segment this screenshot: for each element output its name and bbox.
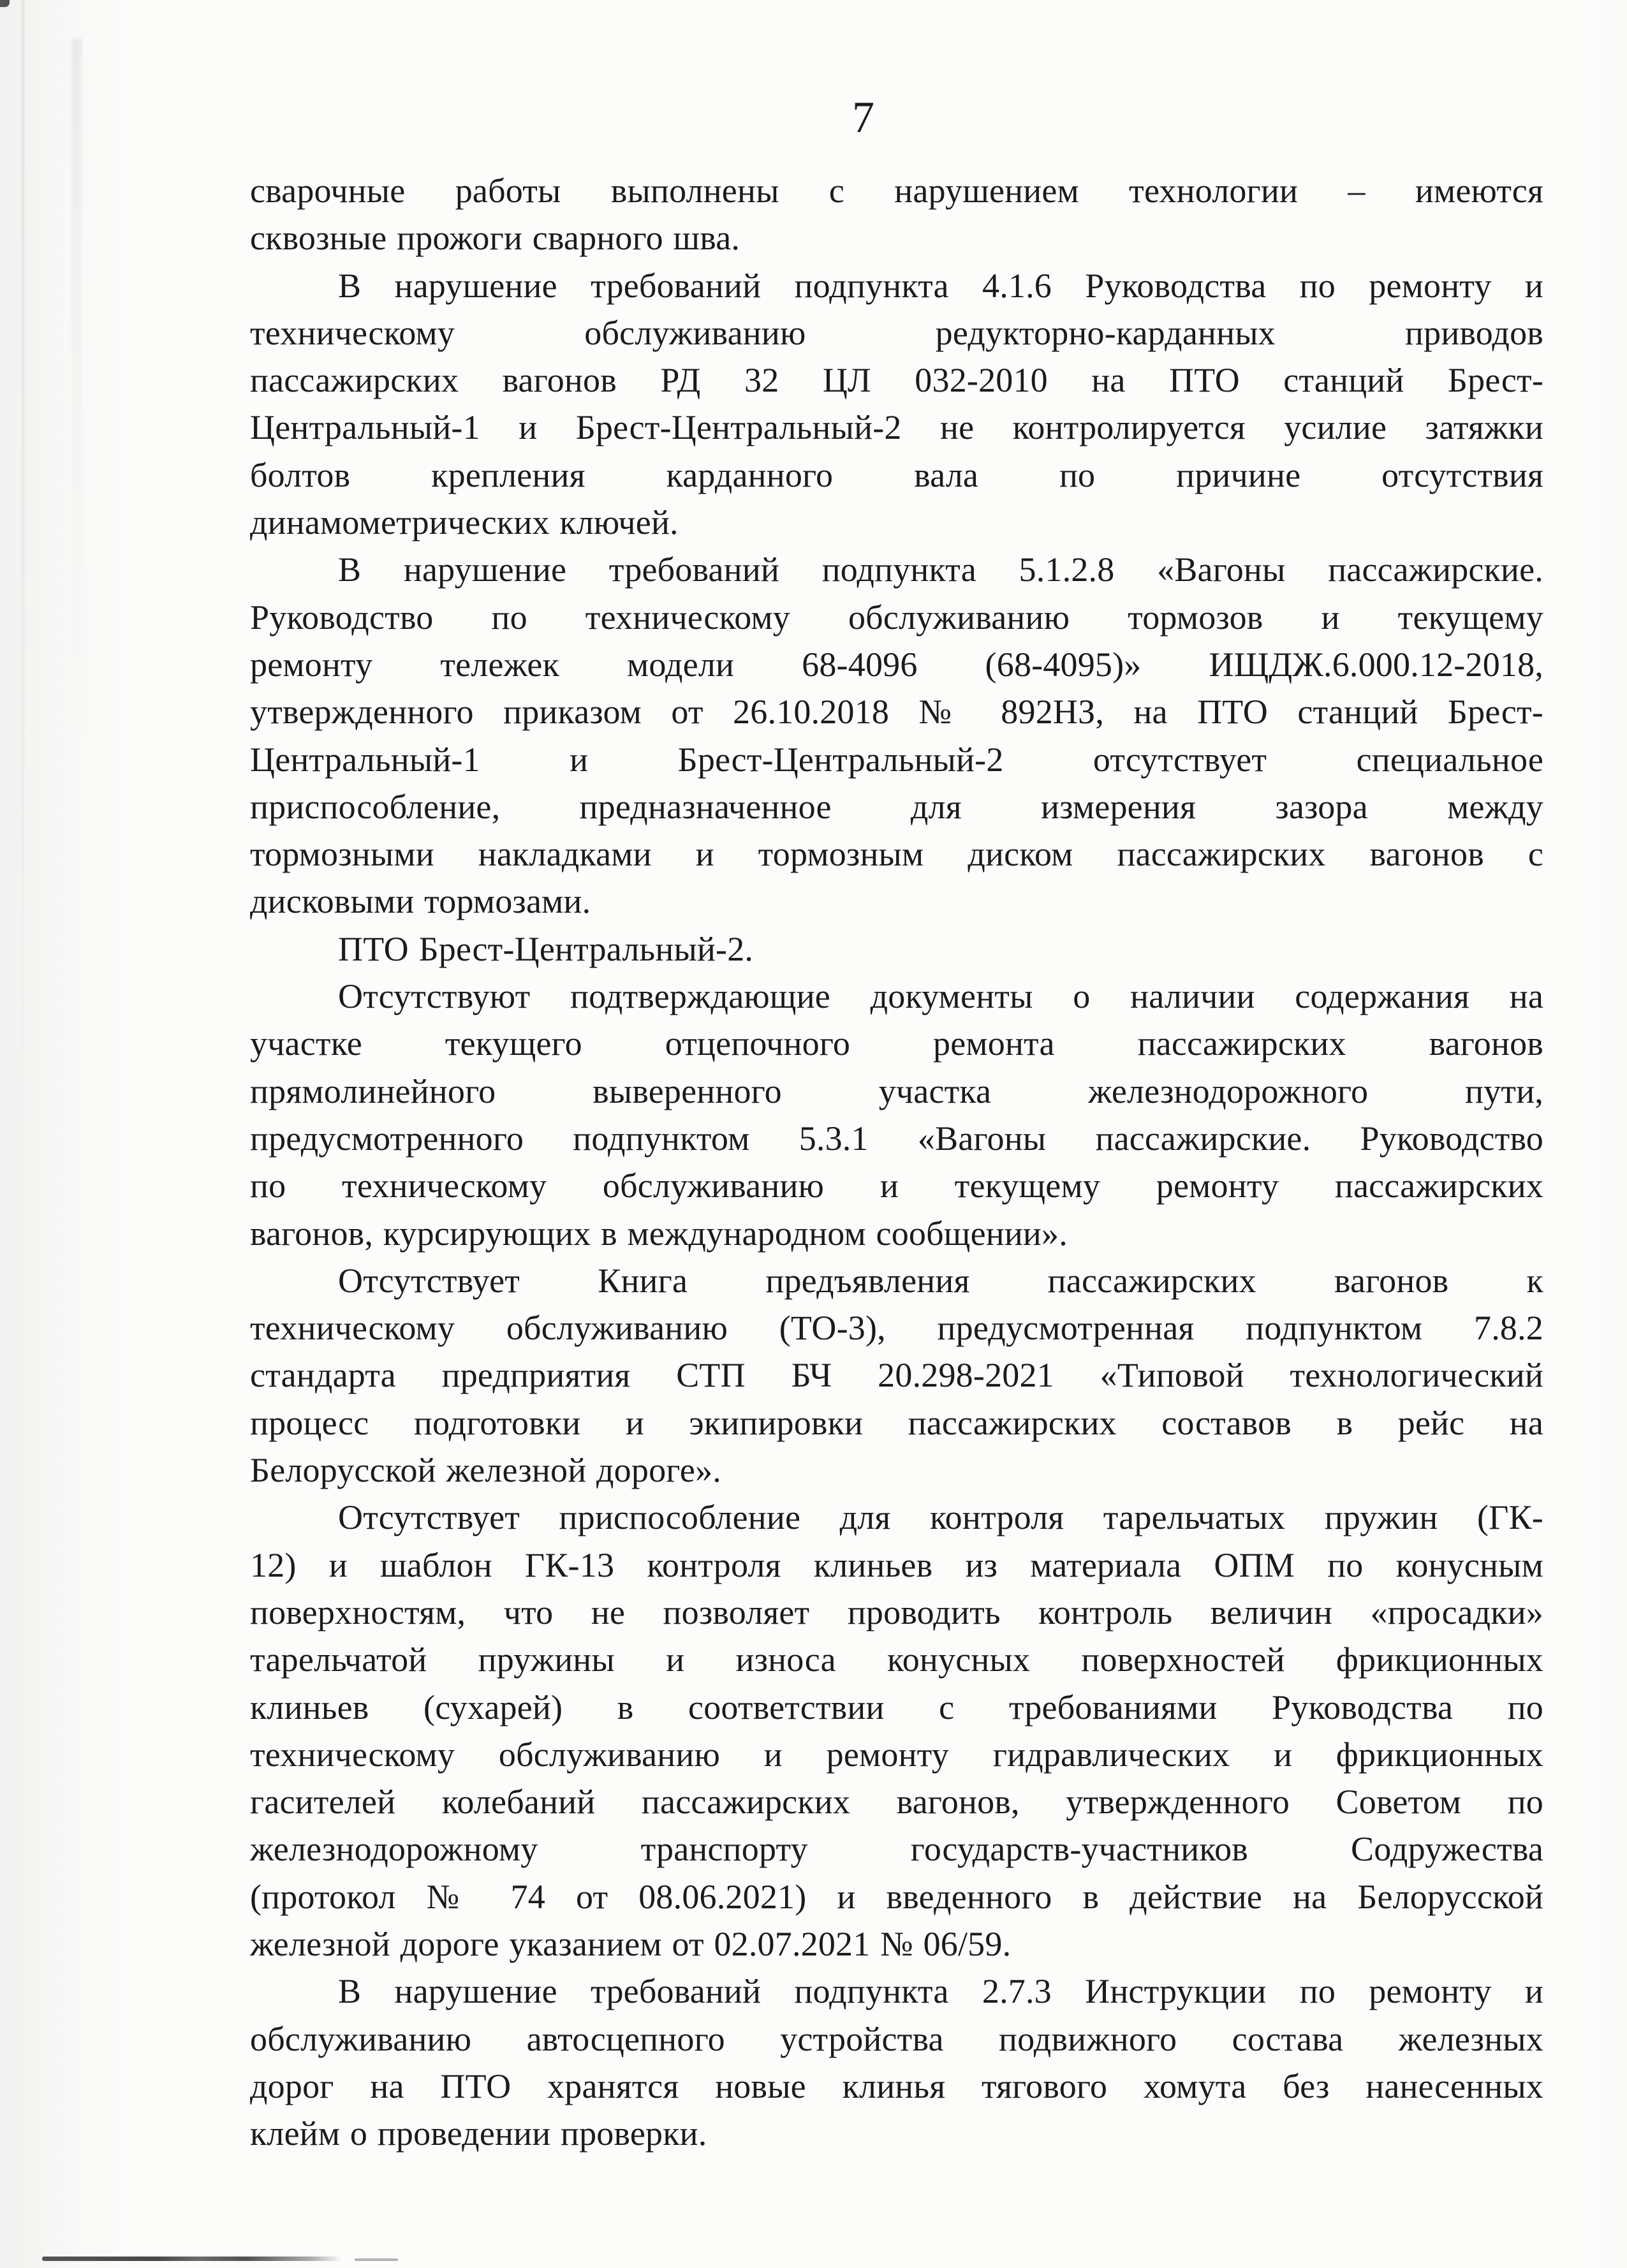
- text-line: тормозными накладками и тормозным диском пассажирских вагонов с: [250, 835, 1543, 874]
- text-line: клейм о проведении проверки.: [250, 2114, 707, 2153]
- text-line: сварочные работы выполнены с нарушением технологии – имеются: [250, 172, 1543, 210]
- text-line: Центральный-1 и Брест-Центральный-2 не контролируется усилие затяжки: [250, 408, 1543, 447]
- text-line: обслуживанию автосцепного устройства подвижного состава железных: [250, 2019, 1543, 2058]
- text-line: железной дороге указанием от 02.07.2021 № 06/59.: [250, 1924, 1012, 1963]
- text-line: тарельчатой пружины и износа конусных поверхностей фрикционных: [250, 1640, 1543, 1679]
- text-line: участке текущего отцепочного ремонта пассажирских вагонов: [250, 1024, 1543, 1063]
- text-line: техническому обслуживанию и ремонту гидравлических и фрикционных: [250, 1735, 1543, 1774]
- text-line: Отсутствуют подтверждающие документы о наличии содержания на: [338, 977, 1543, 1016]
- page-number: 7: [852, 93, 875, 142]
- text-line: приспособление, предназначенное для измерения зазора между: [250, 787, 1543, 826]
- text-line: Руководство по техническому обслуживанию тормозов и текущему: [250, 598, 1543, 637]
- scan-streak-line: [22, 0, 24, 1135]
- text-line: прямолинейного выверенного участка железнодорожного пути,: [250, 1071, 1543, 1110]
- scan-streak-line: [71, 38, 82, 772]
- text-line: Отсутствует Книга предъявления пассажирских вагонов к: [338, 1261, 1543, 1300]
- text-line: В нарушение требований подпункта 5.1.2.8 «Вагоны пассажирские.: [338, 550, 1543, 589]
- text-line: предусмотренного подпунктом 5.3.1 «Вагоны пассажирские. Руководство: [250, 1119, 1543, 1158]
- paragraph: [250, 1968, 1543, 2157]
- text-line: В нарушение требований подпункта 4.1.6 Руководства по ремонту и: [338, 266, 1543, 305]
- text-line: по техническому обслуживанию и текущему ремонту пассажирских: [250, 1167, 1543, 1205]
- text-line: железнодорожному транспорту государств-участников Содружества: [250, 1830, 1543, 1869]
- text-line: ПТО Брест-Центральный-2.: [338, 929, 754, 968]
- text-line: клиньев (сухарей) в соответствии с требованиями Руководства по: [250, 1688, 1543, 1727]
- text-line: утвержденного приказом от 26.10.2018 № 892НЗ, на ПТО станций Брест-: [250, 693, 1543, 732]
- text-line: динамометрических ключей.: [250, 503, 679, 542]
- text-line: (протокол № 74 от 08.06.2021) и введенного в действие на Белорусской: [250, 1877, 1543, 1916]
- text-line: Отсутствует приспособление для контроля тарельчатых пружин (ГК-: [338, 1498, 1543, 1537]
- text-line: поверхностям, что не позволяет проводить контроль величин «просадки»: [250, 1593, 1543, 1631]
- text-line: техническому обслуживанию редукторно-карданных приводов: [250, 313, 1543, 352]
- text-line: сквозные прожоги сварного шва.: [250, 219, 740, 258]
- text-line: техническому обслуживанию (ТО-3), предусмотренная подпунктом 7.8.2: [250, 1309, 1543, 1348]
- text-line: 12) и шаблон ГК-13 контроля клиньев из материала ОПМ по конусным: [250, 1545, 1543, 1584]
- paragraph: [250, 1257, 1543, 1494]
- scan-bottom-edge-dash: [355, 2258, 398, 2261]
- text-line: дисковыми тормозами.: [250, 882, 591, 921]
- document-body-text: [250, 167, 1543, 2157]
- text-line: пассажирских вагонов РД 32 ЦЛ 032-2010 на ПТО станций Брест-: [250, 361, 1543, 400]
- text-line: гасителей колебаний пассажирских вагонов, утвержденного Советом по: [250, 1783, 1543, 1822]
- text-line: В нарушение требований подпункта 2.7.3 Инструкции по ремонту и: [338, 1972, 1543, 2011]
- text-line: стандарта предприятия СТП БЧ 20.298-2021 «Типовой технологический: [250, 1356, 1543, 1395]
- paragraph: [250, 973, 1543, 1257]
- text-line: Центральный-1 и Брест-Центральный-2 отсутствует специальное: [250, 740, 1543, 779]
- text-line: вагонов, курсирующих в международном сообщении».: [250, 1214, 1068, 1253]
- scan-bottom-edge-line: [42, 2257, 342, 2261]
- paragraph: [250, 925, 1543, 973]
- text-line: Белорусской железной дороге».: [250, 1451, 721, 1490]
- paragraph: [250, 167, 1543, 262]
- paragraph: [250, 1494, 1543, 1968]
- scan-corner-mark: [0, 0, 10, 7]
- paragraph: [250, 262, 1543, 547]
- paragraph: [250, 546, 1543, 925]
- text-line: дорог на ПТО хранятся новые клинья тягового хомута без нанесенных: [250, 2066, 1543, 2105]
- text-line: ремонту тележек модели 68-4096 (68-4095)» ИЩДЖ.6.000.12-2018,: [250, 645, 1543, 684]
- text-line: болтов крепления карданного вала по причине отсутствия: [250, 455, 1543, 494]
- text-line: процесс подготовки и экипировки пассажирских составов в рейс на: [250, 1403, 1543, 1442]
